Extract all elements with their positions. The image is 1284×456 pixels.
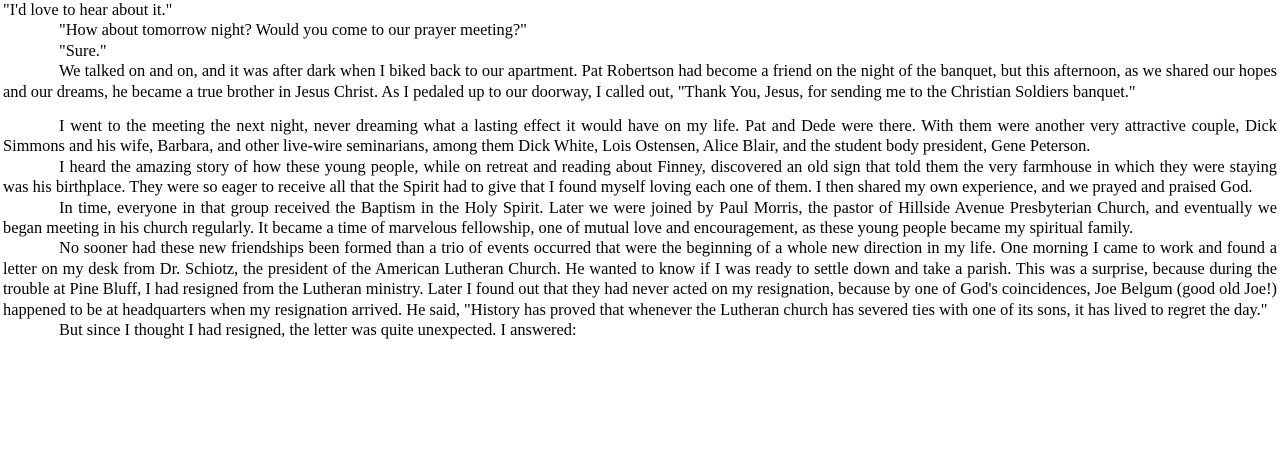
document-page (3, 0, 1277, 341)
paragraph-1: "I'd love to hear about it." (3, 0, 173, 19)
paragraph-5: I went to the meeting the next night, never dreaming what a lasting effect it would have on my life. Pat and Dede were there. With them were another very attractive couple, Dick Simmons and his wife, Barbara, and other live-wire seminarians, among them Dick White, Lois Ostensen, Alice Blair, and the student body president, Gene Peterson. (3, 116, 1277, 156)
paragraph-9: But since I thought I had resigned, the letter was quite unexpected. I answered: (59, 320, 577, 340)
paragraph-3: "Sure." (59, 40, 107, 60)
paragraph-4: We talked on and on, and it was after dark when I biked back to our apartment. Pat Robertson had become a friend on the night of the banquet, but this afternoon, as we shared our hopes and our dreams, he became a true brother in Jesus Christ. As I pedaled up to our doorway, I called out, "Thank You, Jesus, for sending me to the Christian Soldiers banquet." (3, 61, 1277, 101)
paragraph-6: I heard the amazing story of how these young people, while on retreat and reading about Finney, discovered an old sign that told them the very farmhouse in which they were staying was his birthplace. They were so eager to receive all that the Spirit had to give that I found myself loving each one of them. I then shared my own experience, and we prayed and praised God. (3, 156, 1277, 197)
paragraph-8: No sooner had these new friendships been formed than a trio of events occurred that were the beginning of a whole new direction in my life. One morning I came to work and found a letter on my desk from Dr. Schiotz, the president of the American Lutheran Church. He wanted to know if I was ready to settle down and take a parish. This was a surprise, because during the trouble at Pine Bluff, I had resigned from the Lutheran ministry. Later I found out that they had never acted on my resignation, because by one of God's coincidences, Joe Belgum (good old Joe!) happened to be at headquarters when my resignation arrived. He said, "History has proved that whenever the Lutheran church has severed ties with one of its sons, it has lived to regret the day." (3, 238, 1277, 319)
paragraph-2: "How about tomorrow night? Would you come to our prayer meeting?" (59, 20, 527, 40)
paragraph-7: In time, everyone in that group received the Baptism in the Holy Spirit. Later we were joined by Paul Morris, the pastor of Hillside Avenue Presbyterian Church, and eventually we began meeting in his church regularly. It became a time of marvelous fellowship, one of mutual love and encouragement, as these young people became my spiritual family. (3, 197, 1277, 238)
